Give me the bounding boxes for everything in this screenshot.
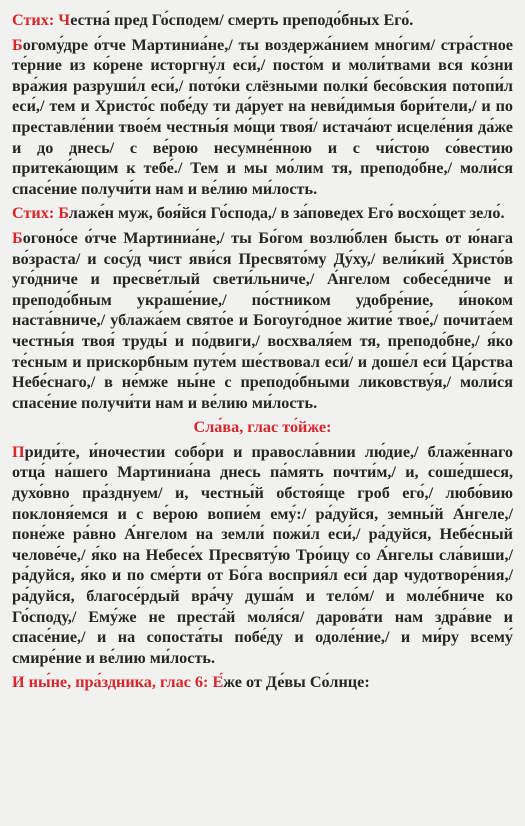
stichera-text: огоно́се о́тче Мартиниа́не,/ ты Бо́гом возлю́блен бысть от ю́нага во́зраста/ и сосу́д чист яви́ся Пресвято́му Ду́ху,/ вели́кий Христо́в уго́дниче и пресве́тлый свети́льниче,/ А́нгелом собесе́дниче и преподо́бным украше́ние,/ по́стником удобре́ние, и́ноком наста́вниче,/ ублажа́ем свято́е и Богоуго́дное житие́ твое́,/ почита́ем честны́я твоя́ труды́ и по́двиги,/ восхваля́ем тя, преподо́бне,/ я́ко те́сным и прискорбным путе́м ше́ствовал еси́/ и доше́л еси́ Ца́рства Небе́снаго,/ в не́мже ны́не с преподо́бными ликовству́я,/ моли́ся спасе́ние получи́ти нам и ве́лию ми́лость. [12,228,513,412]
glory-heading: Сла́ва, глас то́йже: [193,418,332,437]
drop-letter: Б [58,204,69,223]
drop-letter: П [12,442,25,461]
drop-letter: Б [12,35,23,54]
verse-1 [12,10,513,31]
verse-text: лаже́н муж, боя́йся Го́спода,/ в за́поведех Его́ восхо́щет зело́. [68,204,505,223]
stichera-2 [12,228,513,413]
verse-text: же от Де́вы Со́лнце: [223,673,370,692]
verse-text: естна́ пред Го́сподем/ смерть преподо́бных Его́. [70,11,414,29]
stichera-text: огому́дре о́тче Мартиниа́не,/ ты воздержа́нием мно́гим/ стра́стное те́рние из ко́рене исторгну́л еси́,/ посто́м и моли́твами вся ко́зни вра́жия разруши́л еси́,/ пото́ки слёзными полки́ бесо́вския потопи́л еси́,/ тем и Христо́с побе́ду ти да́рует на неви́димыя бори́тели,/ и по преставле́нии твое́м честны́я мо́щи твоя́/ истача́ют исцеле́ния да́же и до днесь/ с ве́рою несумне́нною и с чи́стою со́вестию притека́ющим к тебе́./ Тем и мы мо́лим тя, преподо́бне,/ моли́ся спасе́ние получи́ти нам и ве́лию ми́лость. [12,35,513,198]
verse-label: Стих: [12,204,59,223]
verse-2 [12,203,513,224]
drop-letter: Ч [58,11,71,29]
drop-letter: Б [12,228,23,247]
verse-label: Стих: [12,11,59,29]
stichera-1 [12,35,513,200]
verse-label: И ны́не, пра́здника, глас 6: [12,673,213,692]
verse-3 [12,672,513,693]
stichera-3 [12,442,513,669]
stichera-text: риди́те, и́ночестии собо́ри и правосла́внии лю́дие,/ блаже́ннаго отца́ на́шего Мартиниа́на днесь па́мять почти́м,/ и, соше́дшеся, духо́вно пра́зднуем/ и, честны́й обстоя́ще гроб его́,/ любо́вию поклоня́емся и с ве́рою вопие́м ему́:/ ра́дуйся, земны́й А́нгеле,/ поне́же ра́вно А́нгелом на земли́ пожи́л еси́,/ ра́дуйся, Небе́сный челове́че,/ я́ко на Небесе́х Пресвяту́ю Тро́ицу со А́нгелы сла́виши,/ ра́дуйся, я́ко и по сме́рти от Бо́га восприя́л еси́ дар чудотворе́ния,/ ра́дуйся, благосе́рдый вра́чу душа́м и тело́м/ и моле́бниче ко Го́споду,/ Ему́же не преста́й моля́ся/ дарова́ти нам здра́вие и спасе́ние,/ и на сопоста́ты побе́ду и одоле́ние,/ и ми́ру всему́ смире́ние и ве́лию ми́лость. [12,442,513,667]
drop-letter: Е́ [212,673,224,692]
